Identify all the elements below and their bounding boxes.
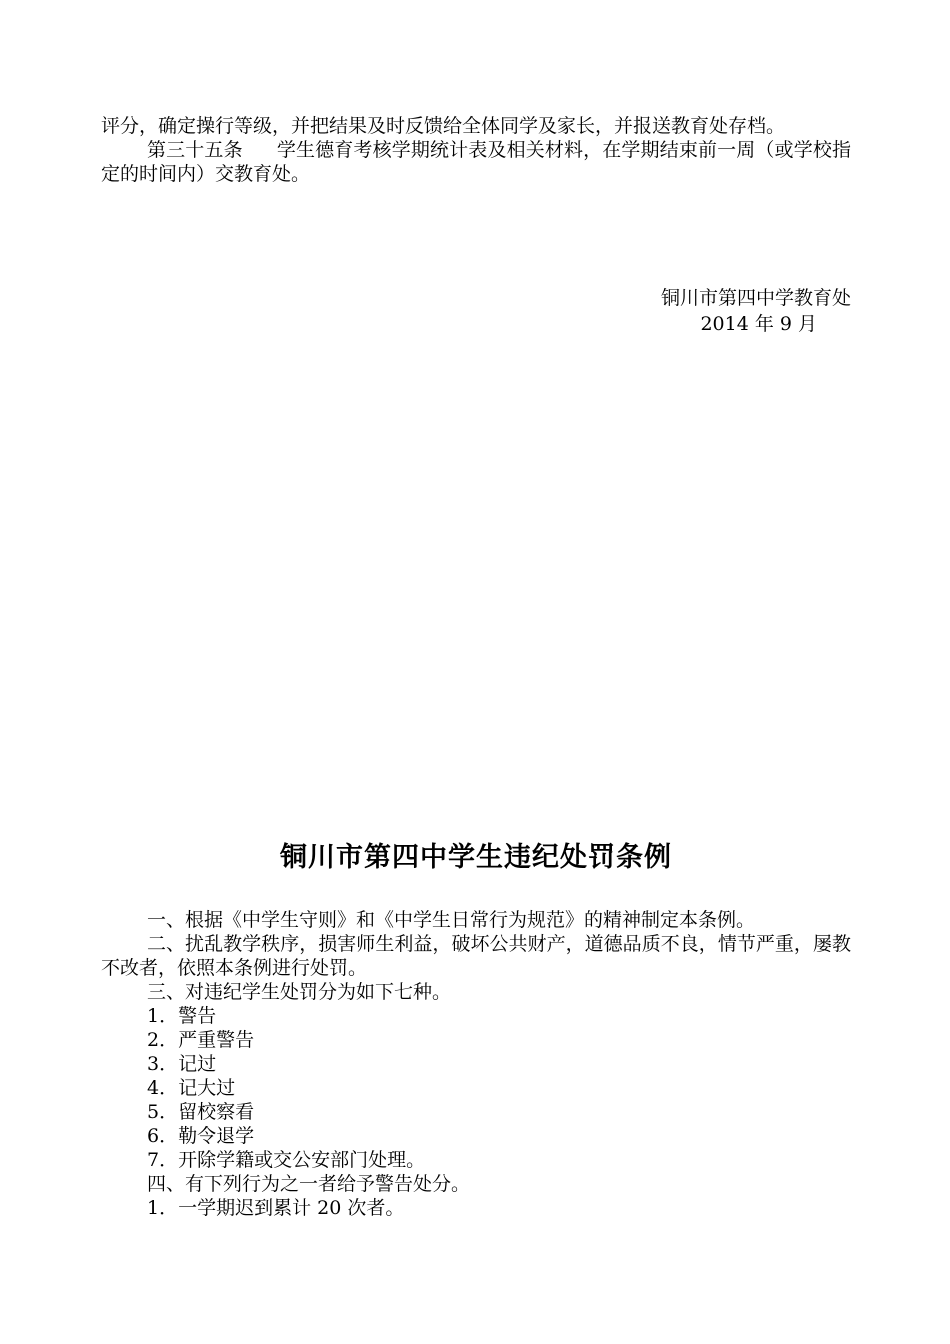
clause-2: 二、扰乱教学秩序，损害师生利益，破坏公共财产，道德品质不良，情节严重，屡教不改者，依照本条例进行处罚。 xyxy=(101,933,851,979)
punishment-item: 1．警告 xyxy=(147,1005,217,1027)
regulation-title: 铜川市第四中学生违纪处罚条例 xyxy=(280,842,672,873)
article-number: 第三十五条 xyxy=(147,139,243,161)
signature-org: 铜川市第四中学教育处 xyxy=(660,287,851,309)
signature-block xyxy=(661,285,851,337)
clause-1: 一、根据《中学生守则》和《中学生日常行为规范》的精神制定本条例。 xyxy=(147,909,756,931)
punishment-item: 3．记过 xyxy=(147,1053,217,1075)
clause-4: 四、有下列行为之一者给予警告处分。 xyxy=(147,1173,471,1195)
punishment-item: 5．留校察看 xyxy=(147,1101,255,1123)
article-text: 学生德育考核学期统计表及相关材料，在学期结束前一周（或学校指定的时间内）交教育处。 xyxy=(101,139,851,185)
punishment-item: 7．开除学籍或交公安部门处理。 xyxy=(147,1149,426,1171)
paragraph-evaluation: 评分，确定操行等级，并把结果及时反馈给全体同学及家长，并报送教育处存档。 xyxy=(101,115,786,137)
punishment-item: 6．勒令退学 xyxy=(147,1125,255,1147)
paragraph-article-35 xyxy=(101,138,851,186)
continuation-section xyxy=(101,114,851,186)
warning-item: 1．一学期迟到累计 20 次者。 xyxy=(147,1197,405,1219)
regulation-body xyxy=(101,908,851,1220)
clause-3: 三、对违纪学生处罚分为如下七种。 xyxy=(147,981,452,1003)
signature-date: 2014 年 9 月 xyxy=(700,313,817,335)
punishment-item: 4．记大过 xyxy=(147,1077,236,1099)
punishment-item: 2．严重警告 xyxy=(147,1029,255,1051)
